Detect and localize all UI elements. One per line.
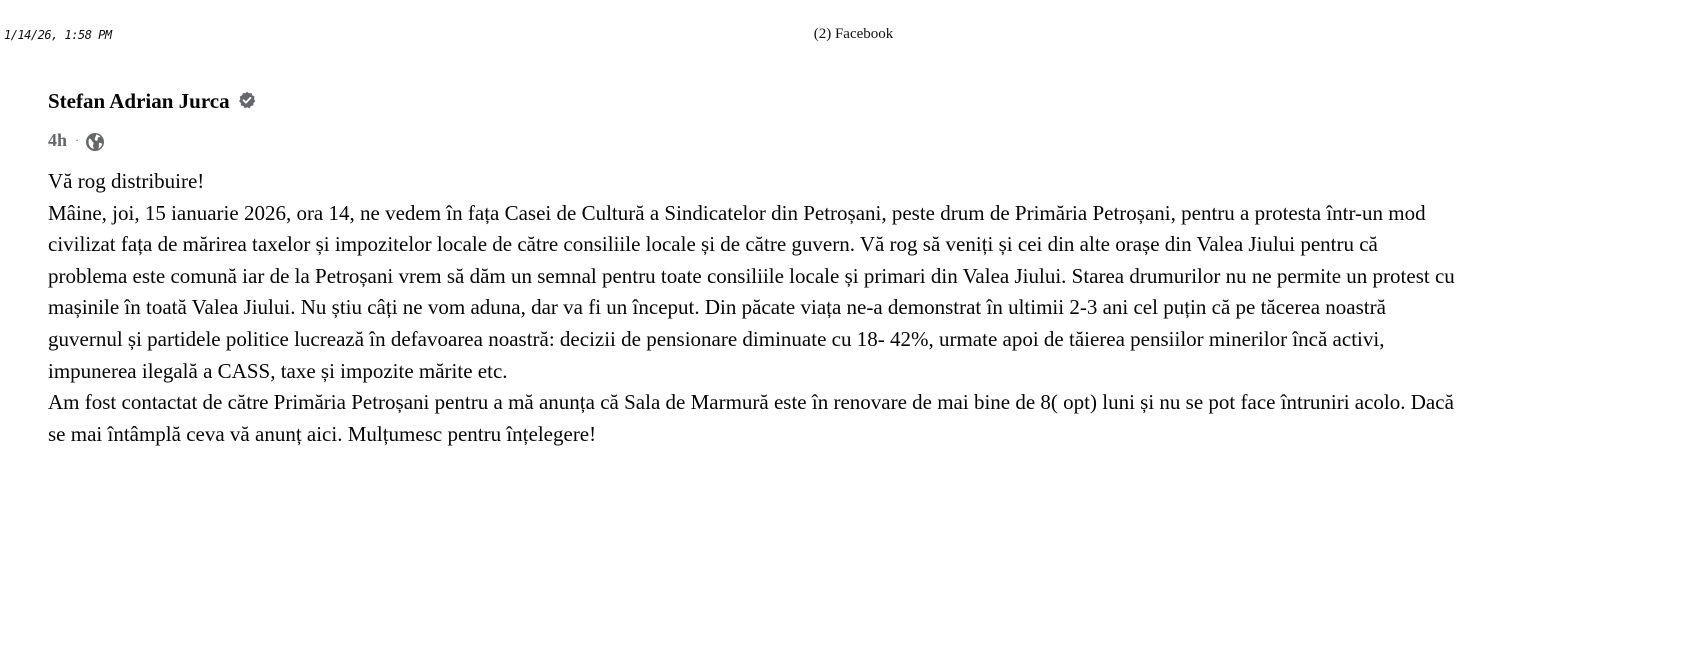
verified-badge-icon: [238, 91, 256, 109]
meta-separator: ·: [75, 132, 80, 147]
globe-icon[interactable]: [85, 132, 105, 152]
post-text-line: impunerea ilegală a CASS, taxe și impozite mărite etc.: [48, 358, 508, 383]
post-text-line: civilizat fața de mărirea taxelor și impozitelor locale de către consiliile locale și de către guvern. Vă rog să veniți și cei din alte orașe din Valea Jiului pentru că: [48, 232, 1378, 257]
print-date: 1/14/26, 1:58 PM: [4, 28, 112, 42]
post-text-line: problema este comună iar de la Petroșani vrem să dăm un semnal pentru toate consiliile locale și primari din Valea Jiului. Starea drumurilor nu ne permite un protest cu: [48, 263, 1455, 288]
post-header: [48, 88, 1668, 118]
post-timestamp-link[interactable]: 4h: [48, 129, 68, 150]
print-header: [0, 26, 1707, 46]
post: [48, 88, 1668, 450]
page-title: (2) Facebook: [813, 26, 894, 42]
post-text-line: Am fost contactat de către Primăria Petroșani pentru a mă anunța că Sala de Marmură este în renovare de mai bine de 8( opt) luni și nu se pot face întruniri acolo. Dacă: [48, 390, 1454, 415]
post-meta: [48, 128, 1668, 152]
post-body: [48, 166, 1668, 450]
author-name-link[interactable]: Stefan Adrian Jurca: [48, 89, 230, 113]
post-text-line: Vă rog distribuire!: [48, 169, 205, 193]
post-text-line: se mai întâmplă ceva vă anunț aici. Mulțumesc pentru înțelegere!: [48, 421, 597, 446]
post-text-line: mașinile în toată Valea Jiului. Nu știu câți ne vom aduna, dar va fi un început. Din păcate viața ne-a demonstrat în ultimii 2-3 ani cel puțin că pe tăcerea noastră: [48, 295, 1386, 320]
post-text-line: Mâine, joi, 15 ianuarie 2026, ora 14, ne vedem în fața Casei de Cultură a Sindicatelor din Petroșani, peste drum de Primăria Petroșani, pentru a protesta într-un mod: [48, 200, 1426, 225]
post-text-line: guvernul și partidele politice lucrează în defavoarea noastră: decizii de pensionare diminuate cu 18- 42%, urmate apoi de tăierea pensiilor minerilor încă activi,: [48, 326, 1385, 351]
